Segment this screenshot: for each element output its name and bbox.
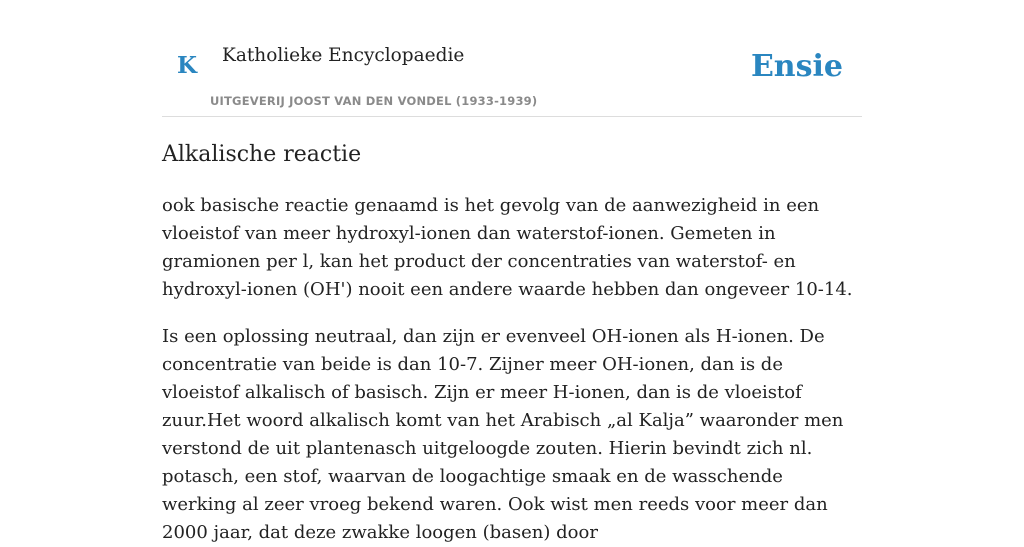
publication-logo[interactable]: K (177, 52, 197, 79)
site-logo-link[interactable]: Ensie (750, 49, 843, 84)
page-header (162, 0, 862, 117)
entry-body (162, 192, 862, 547)
entry-paragraph: ook basische reactie genaamd is het gevolg van de aanwezigheid in een vloeistof van meer hydroxyl-ionen dan waterstof-ionen. Gemeten in gramionen per l, kan het product der concentraties van waterstof- en hydroxyl-ionen (OH') nooit een andere waarde hebben dan ongeveer 10-14. (162, 195, 853, 300)
entry-title: Alkalische reactie (162, 142, 362, 167)
book-title[interactable]: Katholieke Encyclopaedie (222, 45, 465, 66)
publisher-label: UITGEVERIJ JOOST VAN DEN VONDEL (1933-1939) (210, 94, 538, 108)
entry-paragraph: Is een oplossing neutraal, dan zijn er evenveel OH-ionen als H-ionen. De concentratie van beide is dan 10-7. Zijner meer OH-ionen, dan is de vloeistof alkalisch of basisch. Zijn er meer H-ionen, dan is de vloeistof zuur.Het woord alkalisch komt van het Arabisch „al Kalja” waaronder men verstond de uit plantenasch uitgeloogde zouten. Hierin bevindt zich nl. potasch, een stof, waarvan de loogachtige smaak en de wasschende werking al zeer vroeg bekend waren. Ook wist men reeds voor meer dan 2000 jaar, dat deze zwakke loogen (basen) door (162, 326, 844, 543)
entry-content (162, 140, 862, 547)
